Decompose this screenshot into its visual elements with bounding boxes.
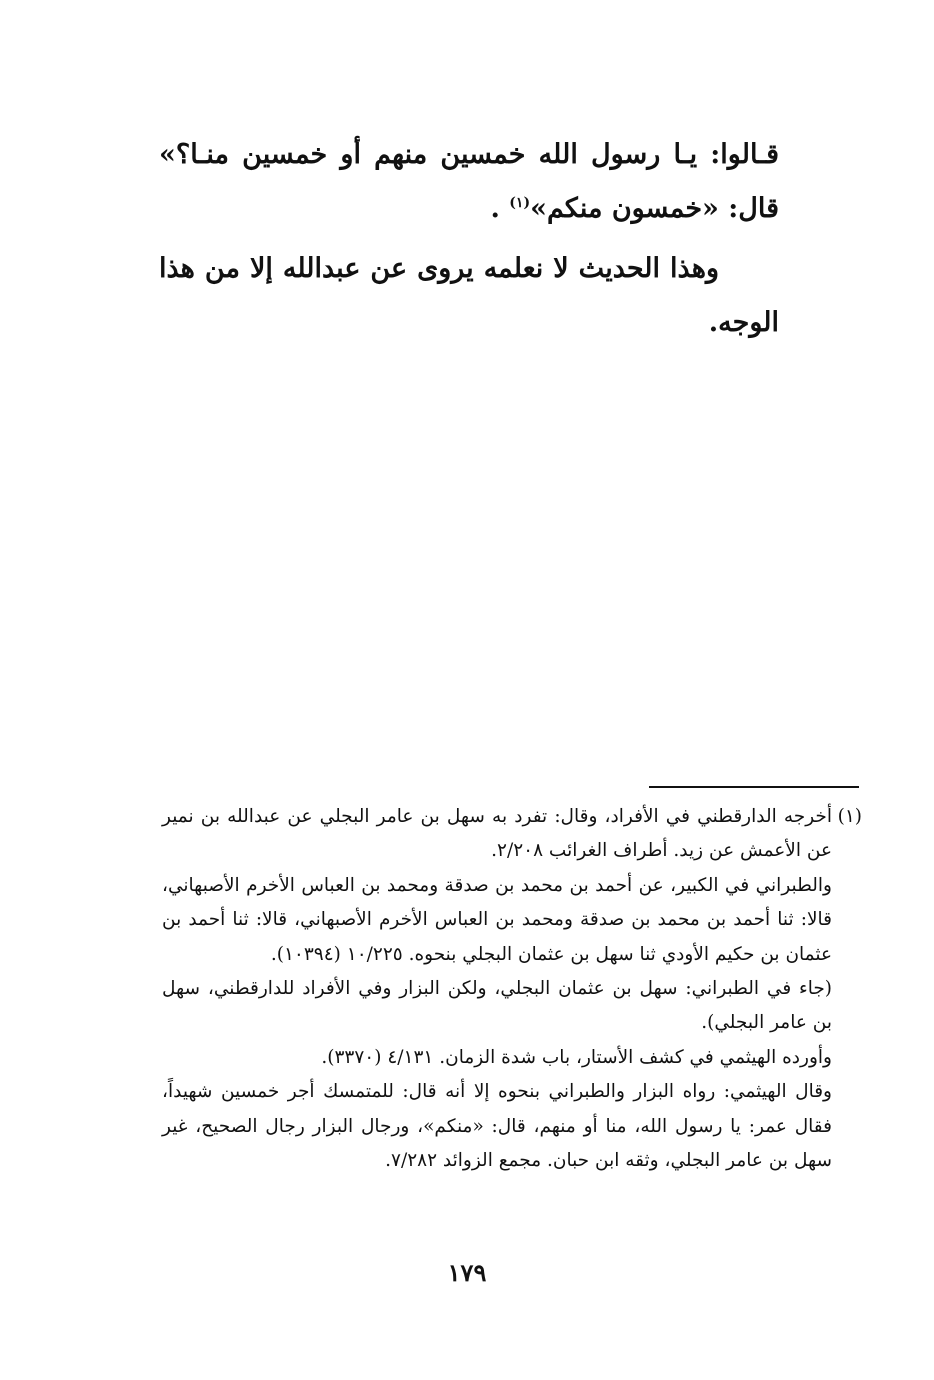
footnote-separator <box>649 786 859 788</box>
main-paragraph-1-end: . <box>490 193 510 224</box>
main-text <box>159 128 779 350</box>
main-paragraph-1 <box>159 128 779 236</box>
footnote-paragraph-4: وأورده الهيثمي في كشف الأستار، باب شدة الزمان. ٤/١٣١ (٣٣٧٠). <box>321 1046 832 1068</box>
page-number: ١٧٩ <box>447 1258 487 1287</box>
footnote-reference[interactable]: (١) <box>509 195 531 211</box>
footnote-paragraph-3: (جاء في الطبراني: سهل بن عثمان البجلي، ولكن البزار وفي الأفراد للدارقطني، سهل بن عامر البجلي). <box>162 978 832 1034</box>
footnote-1 <box>162 800 862 869</box>
footnote-paragraph-2: والطبراني في الكبير، عن أحمد بن محمد بن صدقة ومحمد بن العباس الأخرم الأصبهاني، قالا: ثنا أحمد بن محمد بن صدقة ومحمد بن العباس الأخرم الأصبهاني، قالا: ثنا أحمد بن عثمان بن حكيم الأودي ثنا سهل بن عثمان البجلي بنحوه. ١٠/٢٢٥ (١٠٣٩٤). <box>162 874 832 965</box>
footnotes <box>162 800 862 1178</box>
main-paragraph-2: وهذا الحديث لا نعلمه يروى عن عبدالله إلا من هذا الوجه. <box>159 253 779 338</box>
footnote-paragraph-5: وقال الهيثمي: رواه البزار والطبراني بنحوه إلا أنه قال: للمتمسك أجر خمسين شهيداً، فقال عمر: يا رسول الله، منا أو منهم، قال: «منكم»، ورجال البزار رجال الصحيح، غير سهل بن عامر البجلي، وثقه ابن حبان. مجمع الزوائد ٧/٢٨٢. <box>162 1081 832 1172</box>
footnote-paragraph-1: أخرجه الدارقطني في الأفراد، وقال: تفرد به سهل بن عامر البجلي عن عبدالله بن نمير عن الأعمش عن زيد. أطراف الغرائب ٢/٢٠٨. <box>162 806 832 862</box>
main-paragraph-1-text: قـالوا: يـا رسول الله خمسين منهم أو خمسين منـا؟» قال: «خمسون منكم» <box>159 139 779 224</box>
footnote-number: (١) <box>837 806 862 827</box>
